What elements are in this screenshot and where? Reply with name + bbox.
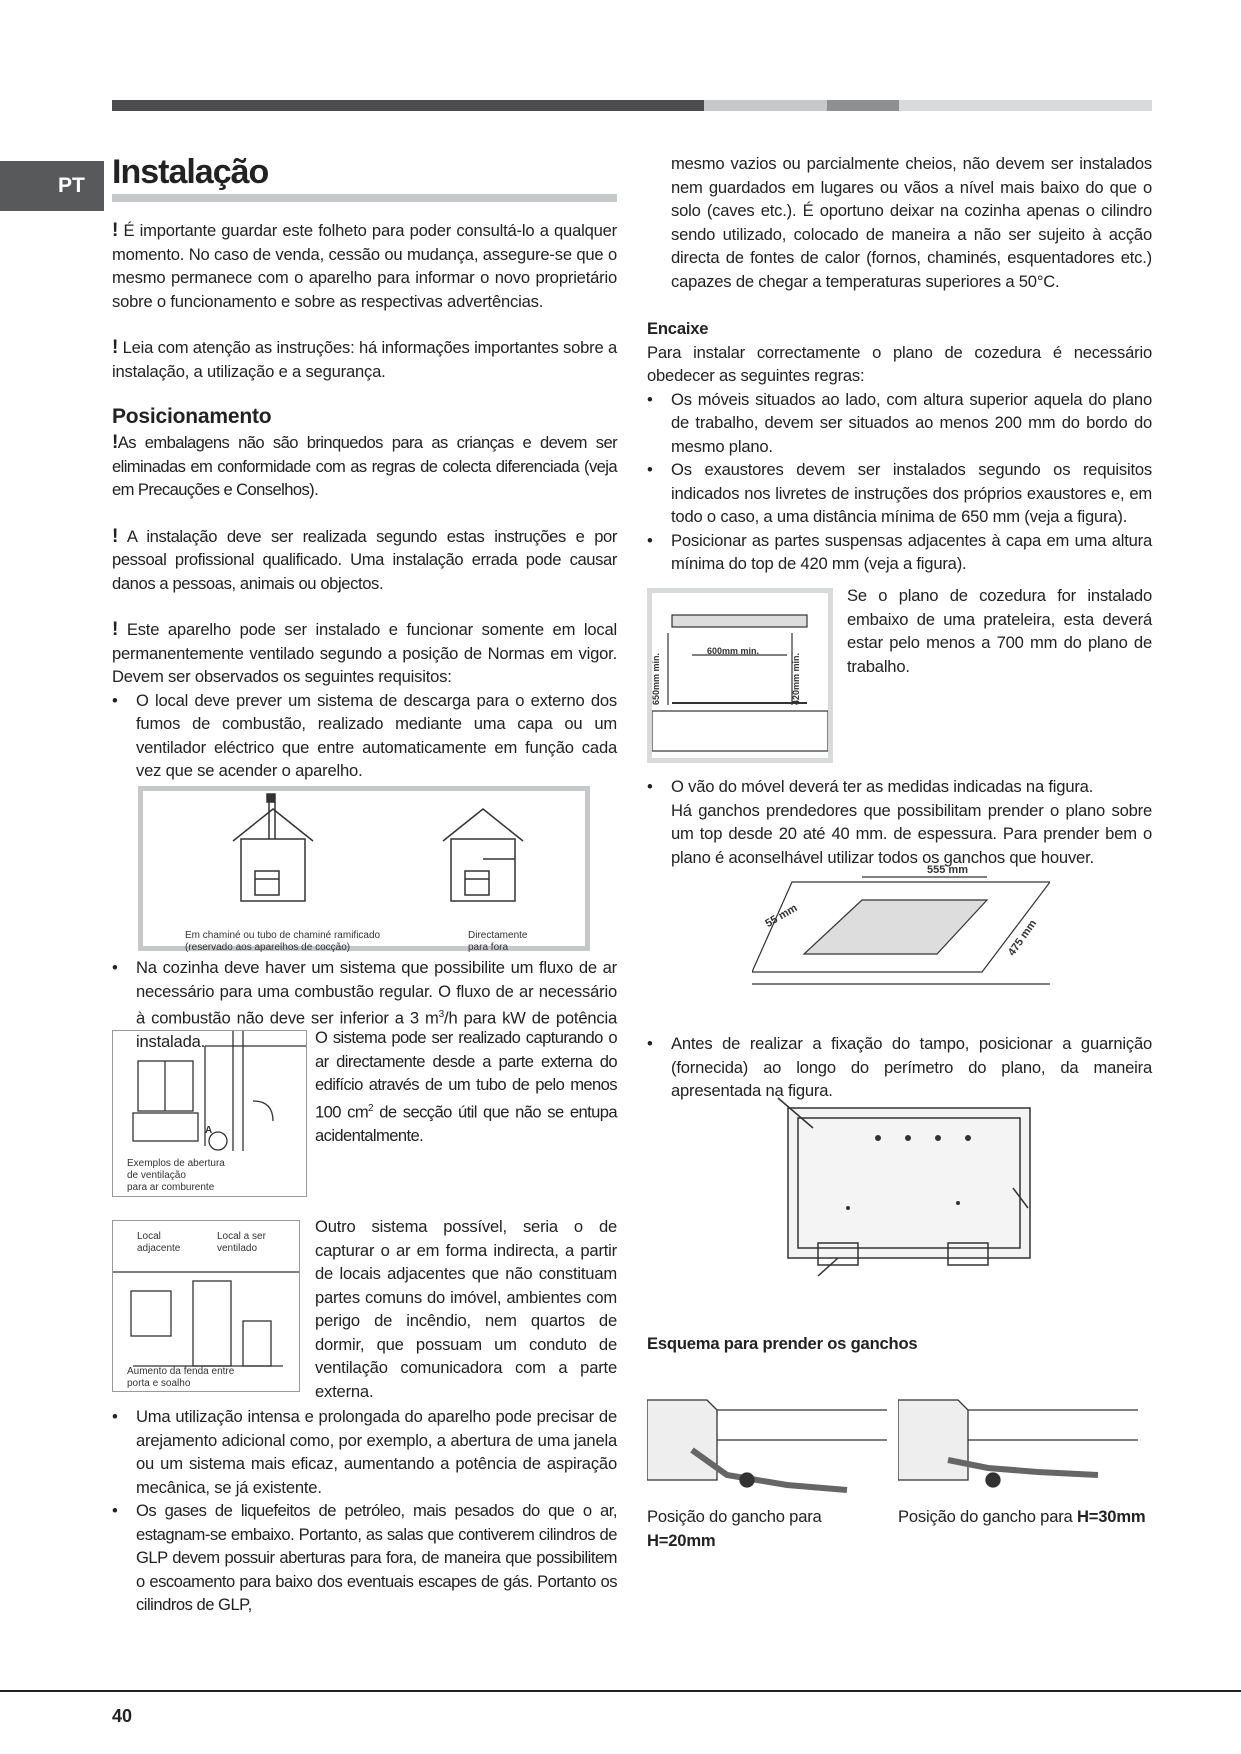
system2-text: Outro sistema possível, seria o de capturar o ar em forma indirecta, a partir de locais adjacentes que não constituam partes comuns do imóvel, ambientes com perigo de incêndio, nem quartos de dormir, que possuam um conduto de ventilação comunicadora com a parte externa. xyxy=(315,1217,617,1401)
hood-distance-figure xyxy=(647,588,833,763)
gasket-illustration xyxy=(768,1088,1038,1280)
dim-600: 600mm min. xyxy=(707,646,760,656)
exhaust-figure xyxy=(138,786,590,951)
figure-caption-gap: Aumento da fenda entre porta e soalho xyxy=(127,1366,235,1389)
dim-55: 55 mm xyxy=(763,902,800,930)
cavity-item: • O vão do móvel deverá ter as medidas indicadas na figura. Há ganchos prendedores que possibilitam prender o plano sobre um top desde 20 até 40 mm. de espessura. Para prender bem o plano é aconselhável utilizar todos os ganchos que houver. xyxy=(647,775,1152,869)
hook-caption-20: Posição do gancho para H=20mm xyxy=(647,1507,822,1550)
hooks-section xyxy=(647,1332,1152,1356)
dim-650: 650mm min. xyxy=(651,652,662,706)
hook-figure-20 xyxy=(647,1380,887,1505)
adjacent-room-illustration xyxy=(113,1266,299,1376)
encaixe-heading: Encaixe xyxy=(647,319,709,338)
dim-555: 555 mm xyxy=(927,864,968,876)
encaixe-item: • Os móveis situados ao lado, com altura superior aquela do plano de trabalho, devem ser situados ao menos 200 mm do bordo do mesmo plano. xyxy=(647,388,1152,459)
gasket-item: • Antes de realizar a fixação do tampo, posicionar a guarnição (fornecida) ao longo do perímetro do plano, da maneira apresentada na figura. xyxy=(647,1032,1152,1103)
left-column-bottom xyxy=(112,1405,617,1617)
air-intake-figure xyxy=(112,1030,307,1197)
installation-paragraph: ! A instalação deve ser realizada segundo estas instruções e por pessoal profissional qualificado. Uma instalação errada pode causar danos a pessoas, animais ou objectos. xyxy=(112,525,618,593)
header-bar xyxy=(112,100,1152,111)
cutout-illustration xyxy=(752,872,1050,1024)
label-ventilated: Local a ser ventilado xyxy=(217,1231,266,1254)
positioning-heading: Posicionamento xyxy=(112,405,272,428)
figure-letter: A xyxy=(205,1125,213,1136)
figure-caption-outside: Directamente para fora xyxy=(468,930,528,953)
left-column xyxy=(112,152,617,783)
footer-line xyxy=(0,1690,1241,1692)
lpg-continuation: mesmo vazios ou parcialmente cheios, não devem ser instalados nem guardados em lugares ou vãos a nível mais baixo do que o solo (caves etc.). É oportuno deixar na cozinha apenas o cilindro sendo utilizado, colocado de maneira a não ser sujeito à acção directa de fontes de calor (fornos, chaminés, esquentadores etc.) capazes de chegar a temperaturas superiores a 50°C. xyxy=(671,154,1152,291)
airflow-item: • Na cozinha deve haver um sistema que possibilite um fluxo de ar necessário para uma combustão regular. O fluxo de ar necessário à combustão não deve ser inferior a 3 $m^3/h$ para kW de potência instalada. xyxy=(112,956,617,1054)
right-column-mid xyxy=(647,775,1152,869)
dim-475: 475 mm xyxy=(1005,917,1040,959)
hook-figure-30 xyxy=(898,1380,1138,1505)
encaixe-intro: Para instalar correctamente o plano de cozedura é necessário obedecer as seguintes regras: xyxy=(647,342,1152,385)
language-tab: PT xyxy=(0,161,104,211)
hook-20-illustration xyxy=(647,1380,887,1505)
hooks-heading: Esquema para prender os ganchos xyxy=(647,1334,918,1353)
figure-caption-chimney: Em chaminé ou tubo de chaminé ramificado (reservado aos aparelhos de cocção) xyxy=(185,930,381,953)
system1-text: O sistema pode ser realizado capturando o ar directamente desde a parte externa do edifício através de um tubo de pelo menos 100 $cm^2$ de secção útil que não se entupa acidentalmente. xyxy=(315,1028,617,1145)
hook-30-illustration xyxy=(898,1380,1138,1505)
ventilation-paragraph: ! Este aparelho pode ser instalado e funcionar somente em local permanentemente ventilado segundo a posição de Normas em vigor. Devem ser observados os seguintes requisitos: xyxy=(112,619,617,686)
page-title: Instalação xyxy=(112,152,617,202)
cutout-figure xyxy=(752,864,1050,1024)
dim-420: 420mm min. xyxy=(791,652,802,706)
requirement-item: • O local deve prever um sistema de descarga para o externo dos fumos de combustão, realizado mediante uma capa ou um ventilador eléctrico que entre automaticamente em função cada vez que se acender o aparelho. xyxy=(112,689,617,783)
figure-caption-ventilation: Exemplos de abertura de ventilação para ar comburente xyxy=(127,1158,225,1193)
label-adjacent: Local adjacente xyxy=(137,1231,181,1254)
page-number: 40 xyxy=(112,1706,133,1726)
right-column xyxy=(647,152,1152,576)
hook-caption-30: Posição do gancho para H=30mm xyxy=(898,1507,1146,1526)
intensive-use-item: • Uma utilização intensa e prolongada do aparelho pode precisar de arejamento adicional como, por exemplo, a abertura de uma janela ou um sistema mais eficaz, aumentando a potência de aspiração mecânica, se já existente. xyxy=(112,1405,617,1499)
houses-illustration xyxy=(143,791,585,911)
lpg-item: • Os gases de liquefeitos de petróleo, mais pesados do que o ar, estagnam-se embaixo. Portanto, as salas que contiverem cilindros de GLP devem possuir aberturas para fora, de maneira que possibilitem o escoamento para baixo dos eventuais escapes de gás. Portanto os cilindros de GLP, xyxy=(112,1499,617,1617)
intro-paragraph-1: ! É importante guardar este folheto para poder consultá-lo a qualquer momento. No caso de venda, cessão ou mudança, assegure-se que o mesmo permanece com o aparelho para informar o novo proprietário sobre o funcionamento e sobre as respectivas advertências. xyxy=(112,220,617,311)
adjacent-room-figure xyxy=(112,1220,300,1392)
gasket-figure xyxy=(768,1088,1038,1280)
encaixe-item: • Os exaustores devem ser instalados segundo os requisitos indicados nos livretes de instruções dos próprios exaustores e, em todo o caso, a uma distância mínima de 650 mm (veja a figura). xyxy=(647,458,1152,529)
encaixe-item: • Posicionar as partes suspensas adjacentes à capa em uma altura mínima do top de 420 mm (veja a figura). xyxy=(647,529,1152,576)
intro-paragraph-2: ! Leia com atenção as instruções: há informações importantes sobre a instalação, a utilização e a segurança. xyxy=(112,337,617,381)
packaging-paragraph: !As embalagens não são brinquedos para as crianças e devem ser eliminadas em conformidade com as regras de colecta diferenciada (veja em Precauções e Conselhos). xyxy=(112,432,617,499)
shelf-text: Se o plano de cozedura for instalado embaixo de uma prateleira, esta deverá estar pelo menos a 700 mm do plano de trabalho. xyxy=(847,586,1152,676)
